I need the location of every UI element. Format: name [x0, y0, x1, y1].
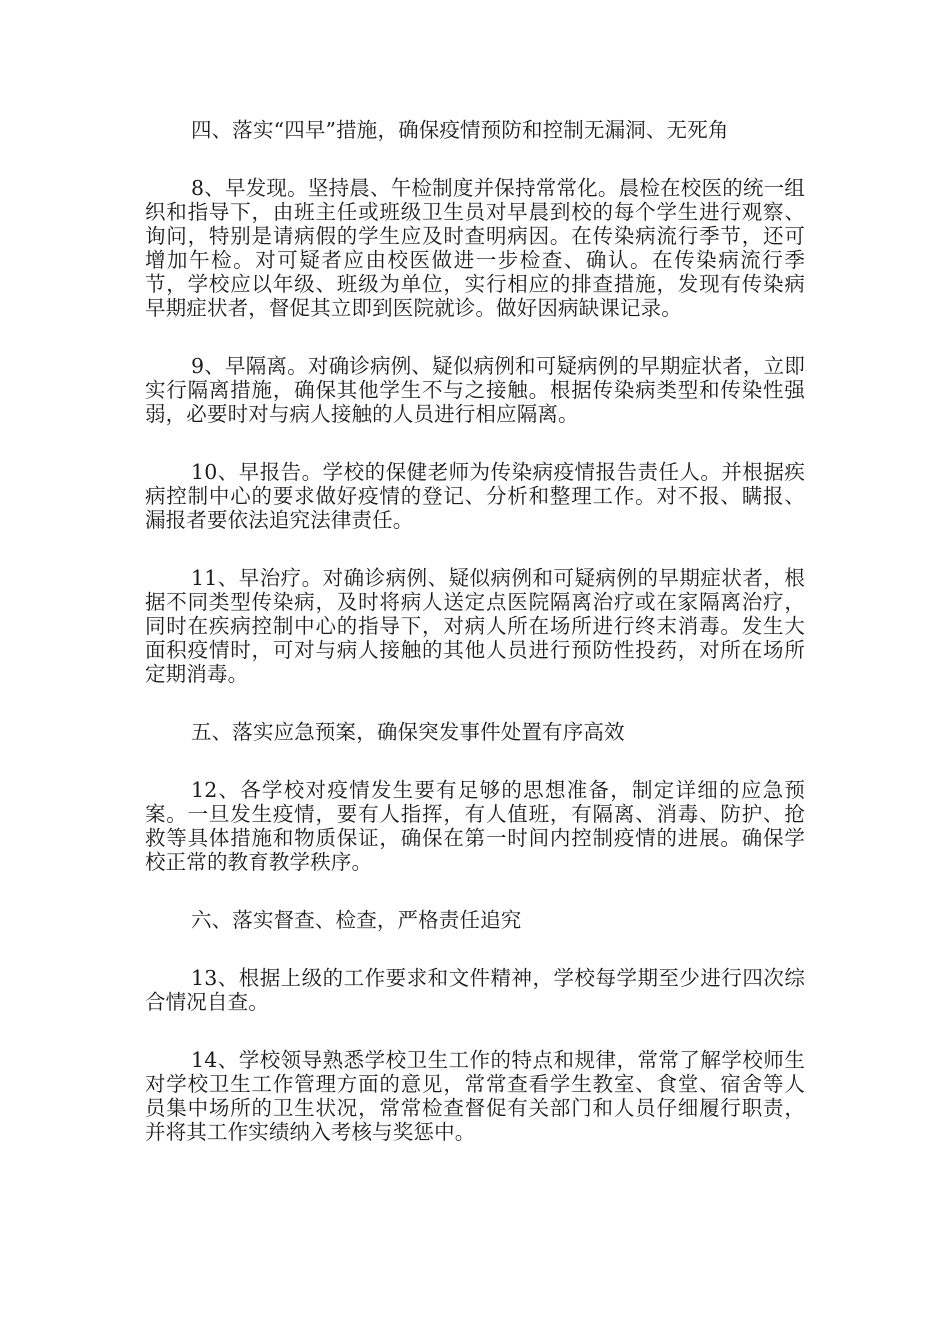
paragraph-9: 9、早隔离。对确诊病例、疑似病例和可疑病例的早期症状者，立即实行隔离措施，确保其他学生不与之接触。根据传染病类型和传染性强弱，必要时对与病人接触的人员进行相应隔离。 — [145, 354, 805, 426]
section-heading-5: 五、落实应急预案，确保突发事件处置有序高效 — [191, 720, 625, 744]
section-heading-4: 四、落实“四早”措施，确保疫情预防和控制无漏洞、无死角 — [191, 118, 729, 142]
document-page — [145, 118, 805, 1144]
paragraph-12: 12、各学校对疫情发生要有足够的思想准备，制定详细的应急预案。一旦发生疫情，要有人指挥，有人值班，有隔离、消毒、防护、抢救等具体措施和物质保证，确保在第一时间内控制疫情的进展。确保学校正常的教育教学秩序。 — [145, 778, 805, 874]
paragraph-11: 11、早治疗。对确诊病例、疑似病例和可疑病例的早期症状者，根据不同类型传染病，及时将病人送定点医院隔离治疗或在家隔离治疗，同时在疾病控制中心的指导下，对病人所在场所进行终末消毒。发生大面积疫情时，可对与病人接触的其他人员进行预防性投药，对所在场所定期消毒。 — [145, 566, 805, 686]
paragraph-13: 13、根据上级的工作要求和文件精神，学校每学期至少进行四次综合情况自查。 — [145, 966, 805, 1014]
paragraph-10: 10、早报告。学校的保健老师为传染病疫情报告责任人。并根据疾病控制中心的要求做好疫情的登记、分析和整理工作。对不报、瞒报、漏报者要依法追究法律责任。 — [145, 460, 805, 532]
paragraph-8: 8、早发现。坚持晨、午检制度并保持常常化。晨检在校医的统一组织和指导下，由班主任或班级卫生员对早晨到校的每个学生进行观察、询问，特别是请病假的学生应及时查明病因。在传染病流行季节，还可增加午检。对可疑者应由校医做进一步检查、确认。在传染病流行季节，学校应以年级、班级为单位，实行相应的排查措施，发现有传染病早期症状者，督促其立即到医院就诊。做好因病缺课记录。 — [145, 176, 805, 320]
section-heading-6: 六、落实督查、检查，严格责任追究 — [191, 908, 522, 932]
paragraph-14: 14、学校领导熟悉学校卫生工作的特点和规律，常常了解学校师生对学校卫生工作管理方面的意见，常常查看学生教室、食堂、宿舍等人员集中场所的卫生状况，常常检查督促有关部门和人员仔细履行职责，并将其工作实绩纳入考核与奖惩中。 — [145, 1048, 805, 1144]
